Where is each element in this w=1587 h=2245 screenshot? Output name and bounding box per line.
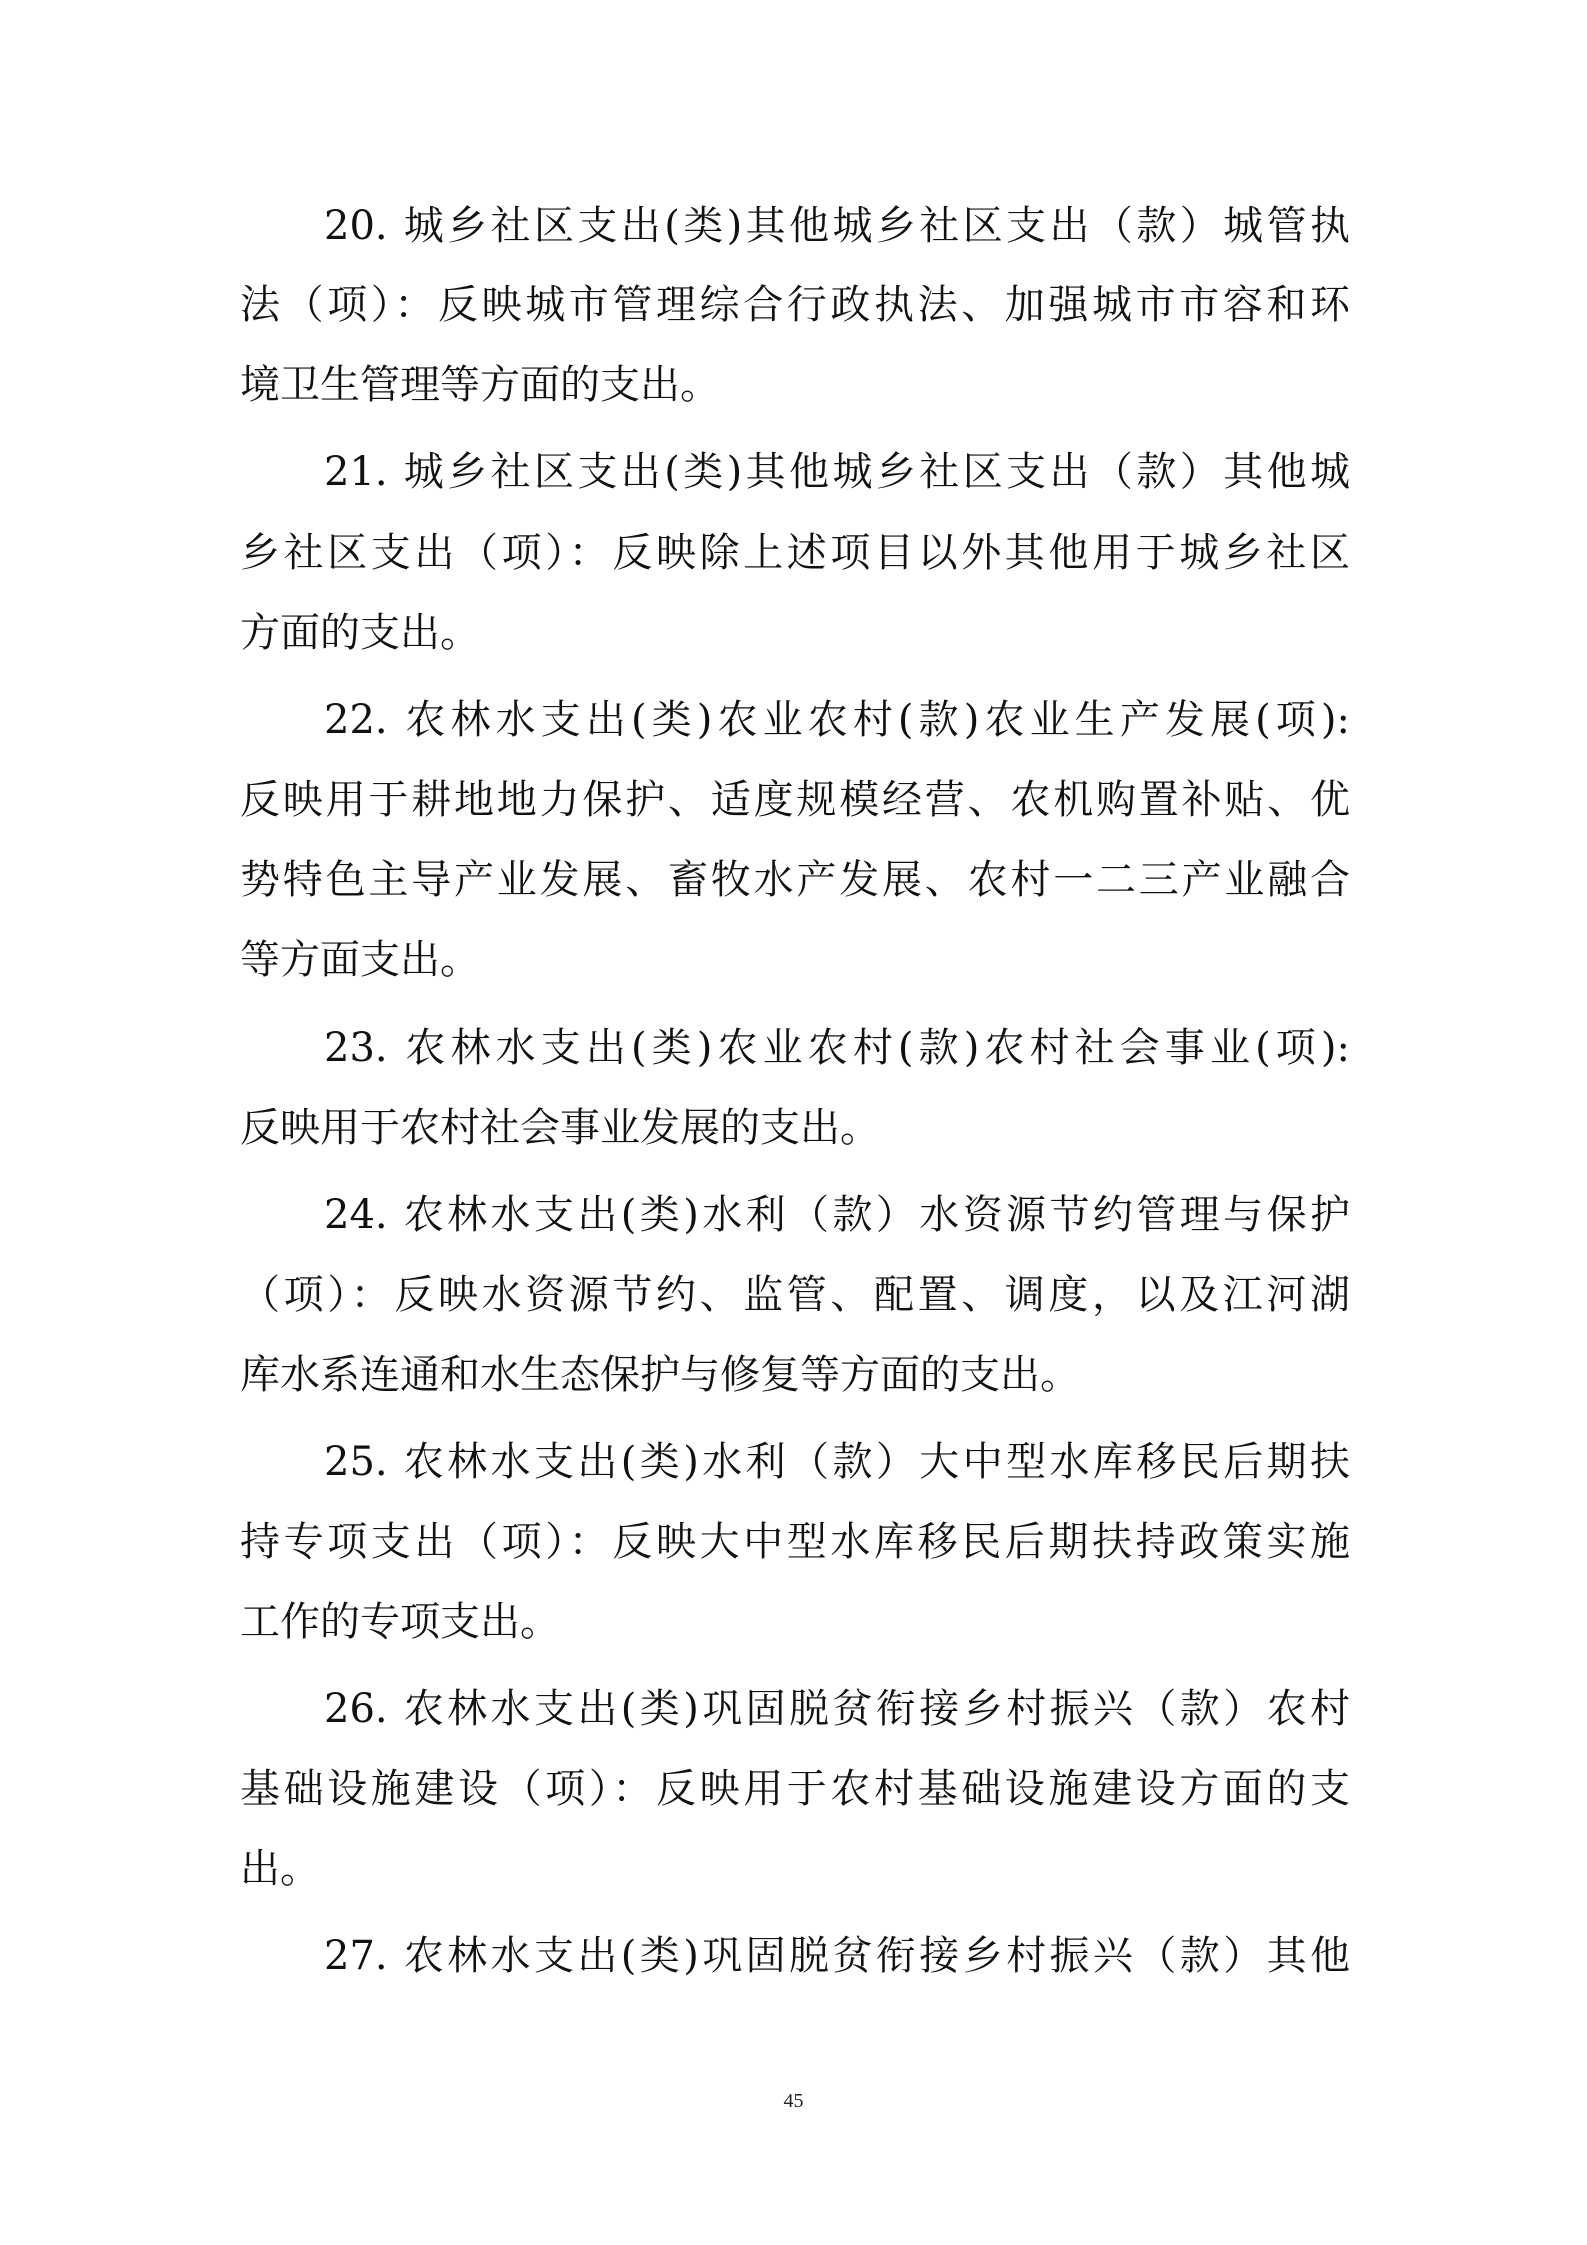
item-22-line-1: 22. 农林水支出(类)农业农村(款)农业生产发展(项):	[324, 697, 1350, 743]
item-20-line-2: 法（项）：反映城市管理综合行政执法、加强城市市容和环	[240, 282, 1350, 328]
item-21-line-1: 21. 城乡社区支出(类)其他城乡社区支出（款）其他城	[324, 449, 1350, 495]
item-25-line-1: 25. 农林水支出(类)水利（款）大中型水库移民后期扶	[324, 1439, 1350, 1485]
item-20-line-1: 20. 城乡社区支出(类)其他城乡社区支出（款）城管执	[324, 203, 1350, 249]
item-24-line-3: 库水系连通和水生态保护与修复等方面的支出。	[240, 1352, 1080, 1398]
item-24-line-1: 24. 农林水支出(类)水利（款）水资源节约管理与保护	[324, 1192, 1350, 1238]
item-25-line-3: 工作的专项支出。	[240, 1599, 560, 1645]
item-23-line-2: 反映用于农村社会事业发展的支出。	[240, 1105, 880, 1151]
item-25-line-2: 持专项支出（项）：反映大中型水库移民后期扶持政策实施	[240, 1519, 1350, 1565]
item-23-line-1: 23. 农林水支出(类)农业农村(款)农村社会事业(项):	[324, 1025, 1350, 1071]
item-22-line-2: 反映用于耕地地力保护、适度规模经营、农机购置补贴、优	[240, 777, 1350, 823]
item-20-line-3: 境卫生管理等方面的支出。	[240, 362, 720, 408]
page-number: 45	[783, 2090, 804, 2112]
item-22-line-3: 势特色主导产业发展、畜牧水产发展、农村一二三产业融合	[240, 857, 1350, 903]
item-26-line-1: 26. 农林水支出(类)巩固脱贫衔接乡村振兴（款）农村	[324, 1686, 1350, 1732]
item-26-line-3: 出。	[240, 1846, 320, 1892]
item-21-line-3: 方面的支出。	[240, 610, 480, 656]
item-21-line-2: 乡社区支出（项）：反映除上述项目以外其他用于城乡社区	[240, 530, 1350, 576]
item-24-line-2: （项）：反映水资源节约、监管、配置、调度，以及江河湖	[240, 1272, 1350, 1318]
item-22-line-4: 等方面支出。	[240, 937, 480, 983]
item-26-line-2: 基础设施建设（项）：反映用于农村基础设施建设方面的支	[240, 1766, 1350, 1812]
item-27-line-1: 27. 农林水支出(类)巩固脱贫衔接乡村振兴（款）其他	[324, 1933, 1350, 1979]
